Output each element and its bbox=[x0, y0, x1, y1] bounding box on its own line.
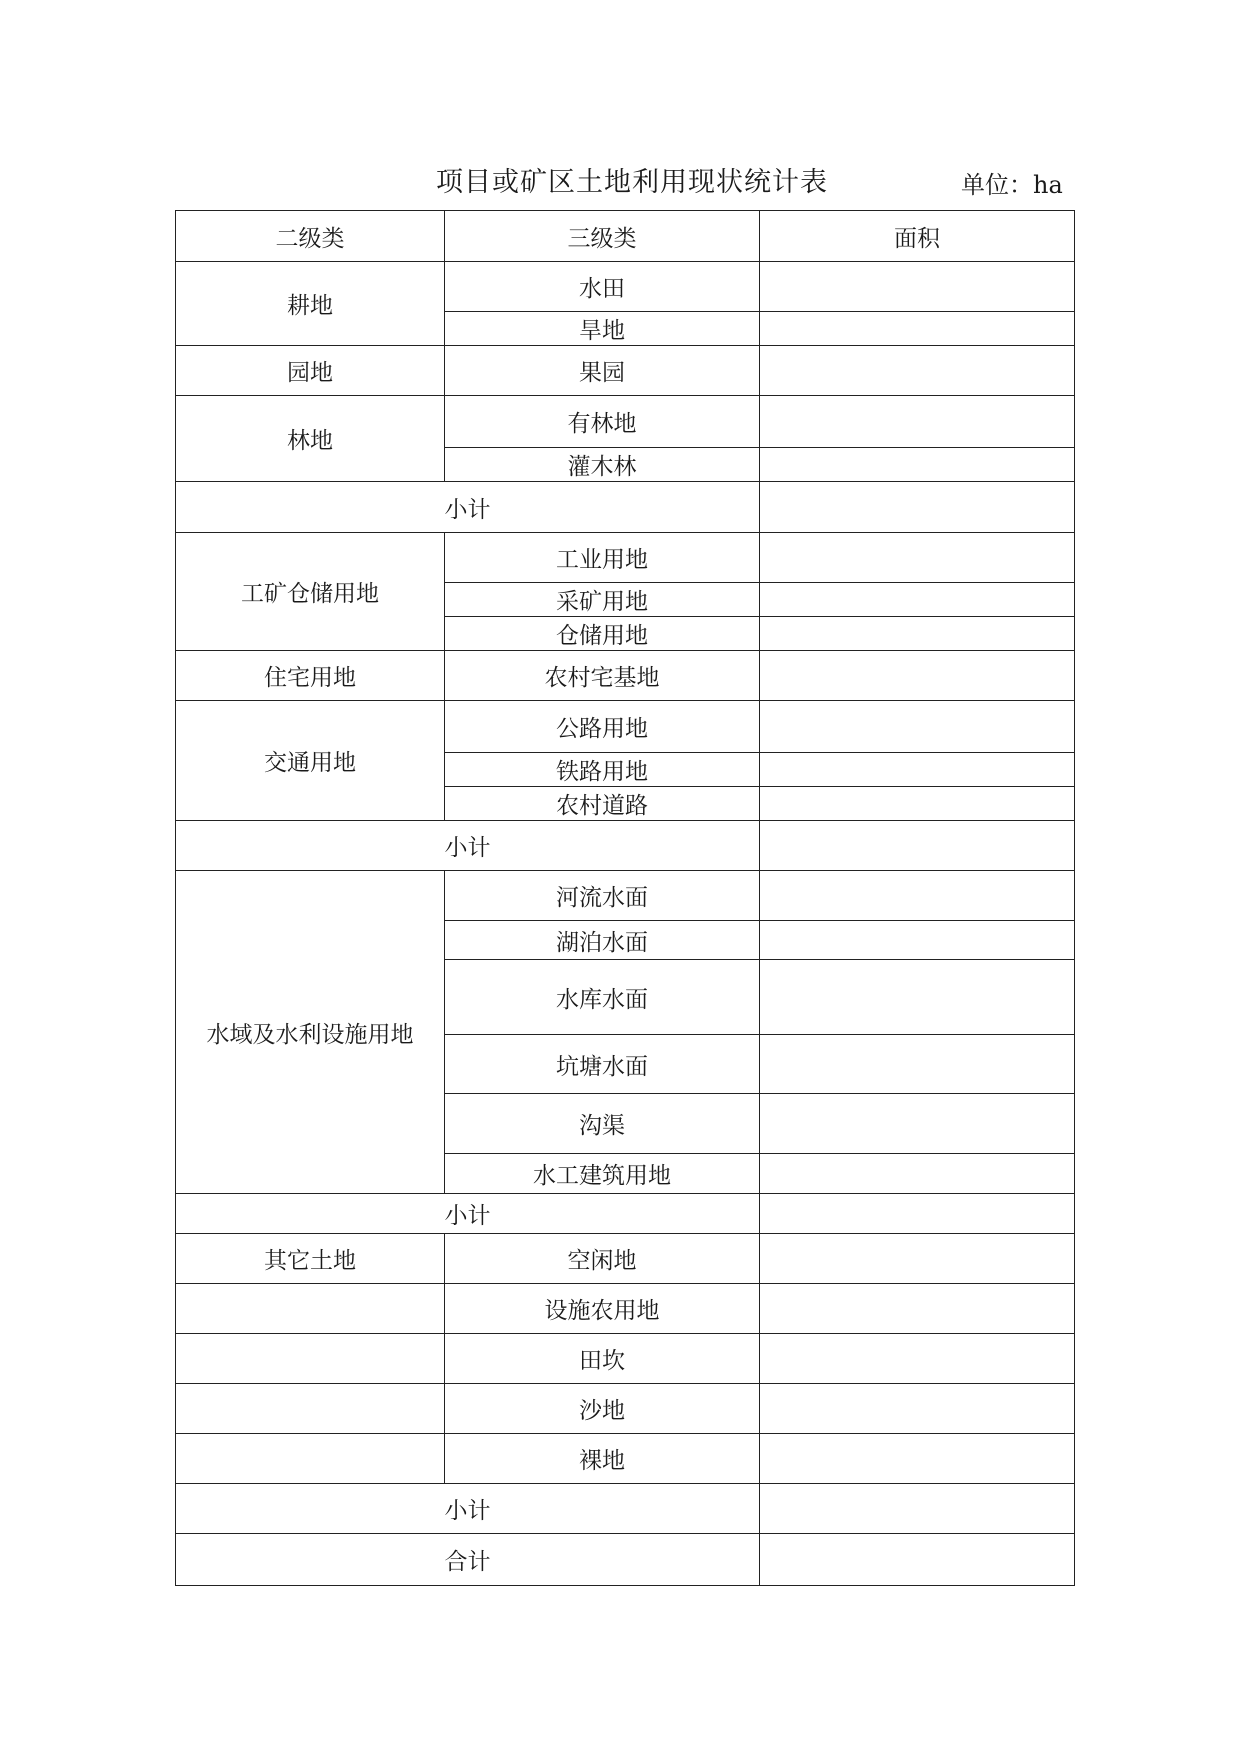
document-title: 项目或矿区土地利用现状统计表 bbox=[436, 167, 828, 198]
table-row bbox=[176, 262, 1075, 312]
area-cell[interactable] bbox=[760, 1284, 1075, 1334]
table-row bbox=[176, 1284, 1075, 1334]
subtotal-row bbox=[176, 1194, 1075, 1234]
area-cell[interactable] bbox=[760, 701, 1075, 753]
area-cell[interactable] bbox=[760, 1035, 1075, 1094]
level2-cell: 园地 bbox=[176, 346, 445, 396]
header-level2: 二级类 bbox=[176, 211, 445, 262]
subtotal-label: 小计 bbox=[176, 1194, 760, 1234]
level3-cell: 水田 bbox=[445, 262, 760, 312]
level3-cell: 水工建筑用地 bbox=[445, 1154, 760, 1194]
level3-cell: 灌木林 bbox=[445, 448, 760, 482]
area-cell[interactable] bbox=[760, 482, 1075, 533]
level3-cell: 仓储用地 bbox=[445, 617, 760, 651]
table-row bbox=[176, 346, 1075, 396]
level3-cell: 旱地 bbox=[445, 312, 760, 346]
subtotal-label: 小计 bbox=[176, 821, 760, 871]
level2-cell: 住宅用地 bbox=[176, 651, 445, 701]
table-row bbox=[176, 396, 1075, 448]
table-row bbox=[176, 1384, 1075, 1434]
area-cell[interactable] bbox=[760, 651, 1075, 701]
header-area: 面积 bbox=[760, 211, 1075, 262]
area-cell[interactable] bbox=[760, 1434, 1075, 1484]
area-cell[interactable] bbox=[760, 821, 1075, 871]
level3-cell: 湖泊水面 bbox=[445, 921, 760, 960]
level3-cell: 坑塘水面 bbox=[445, 1035, 760, 1094]
area-cell[interactable] bbox=[760, 871, 1075, 921]
total-label: 合计 bbox=[176, 1534, 760, 1586]
table-row bbox=[176, 871, 1075, 921]
subtotal-label: 小计 bbox=[176, 1484, 760, 1534]
subtotal-row bbox=[176, 482, 1075, 533]
area-cell[interactable] bbox=[760, 960, 1075, 1035]
level3-cell: 空闲地 bbox=[445, 1234, 760, 1284]
header-level3: 三级类 bbox=[445, 211, 760, 262]
level3-cell: 田坎 bbox=[445, 1334, 760, 1384]
area-cell[interactable] bbox=[760, 617, 1075, 651]
table-row bbox=[176, 651, 1075, 701]
level3-cell: 采矿用地 bbox=[445, 583, 760, 617]
subtotal-row bbox=[176, 1484, 1075, 1534]
table-row bbox=[176, 1434, 1075, 1484]
area-cell[interactable] bbox=[760, 1234, 1075, 1284]
level3-cell: 河流水面 bbox=[445, 871, 760, 921]
level3-cell: 水库水面 bbox=[445, 960, 760, 1035]
area-cell[interactable] bbox=[760, 396, 1075, 448]
area-cell[interactable] bbox=[760, 1534, 1075, 1586]
area-cell[interactable] bbox=[760, 921, 1075, 960]
table-row bbox=[176, 1334, 1075, 1384]
level2-cell bbox=[176, 1284, 445, 1334]
level3-cell: 沙地 bbox=[445, 1384, 760, 1434]
table-row bbox=[176, 533, 1075, 583]
area-cell[interactable] bbox=[760, 1384, 1075, 1434]
level2-cell: 水域及水利设施用地 bbox=[176, 871, 445, 1194]
area-cell[interactable] bbox=[760, 448, 1075, 482]
unit-label: 单位：ha bbox=[961, 171, 1063, 199]
area-cell[interactable] bbox=[760, 787, 1075, 821]
table-row bbox=[176, 1234, 1075, 1284]
level2-cell bbox=[176, 1334, 445, 1384]
area-cell[interactable] bbox=[760, 1194, 1075, 1234]
level3-cell: 农村道路 bbox=[445, 787, 760, 821]
level2-cell bbox=[176, 1384, 445, 1434]
area-cell[interactable] bbox=[760, 346, 1075, 396]
table-row bbox=[176, 701, 1075, 753]
level2-cell: 其它土地 bbox=[176, 1234, 445, 1284]
area-cell[interactable] bbox=[760, 583, 1075, 617]
level3-cell: 公路用地 bbox=[445, 701, 760, 753]
total-row bbox=[176, 1534, 1075, 1586]
area-cell[interactable] bbox=[760, 753, 1075, 787]
level3-cell: 农村宅基地 bbox=[445, 651, 760, 701]
level3-cell: 设施农用地 bbox=[445, 1284, 760, 1334]
area-cell[interactable] bbox=[760, 1334, 1075, 1384]
level3-cell: 工业用地 bbox=[445, 533, 760, 583]
level3-cell: 果园 bbox=[445, 346, 760, 396]
level2-cell: 林地 bbox=[176, 396, 445, 482]
level2-cell: 工矿仓储用地 bbox=[176, 533, 445, 651]
header-row bbox=[176, 211, 1075, 262]
area-cell[interactable] bbox=[760, 533, 1075, 583]
area-cell[interactable] bbox=[760, 1484, 1075, 1534]
subtotal-label: 小计 bbox=[176, 482, 760, 533]
level3-cell: 裸地 bbox=[445, 1434, 760, 1484]
level2-cell bbox=[176, 1434, 445, 1484]
area-cell[interactable] bbox=[760, 262, 1075, 312]
level3-cell: 沟渠 bbox=[445, 1094, 760, 1154]
level3-cell: 有林地 bbox=[445, 396, 760, 448]
land-use-table bbox=[175, 210, 1075, 1586]
subtotal-row bbox=[176, 821, 1075, 871]
level2-cell: 耕地 bbox=[176, 262, 445, 346]
area-cell[interactable] bbox=[760, 312, 1075, 346]
level3-cell: 铁路用地 bbox=[445, 753, 760, 787]
area-cell[interactable] bbox=[760, 1094, 1075, 1154]
level2-cell: 交通用地 bbox=[176, 701, 445, 821]
area-cell[interactable] bbox=[760, 1154, 1075, 1194]
